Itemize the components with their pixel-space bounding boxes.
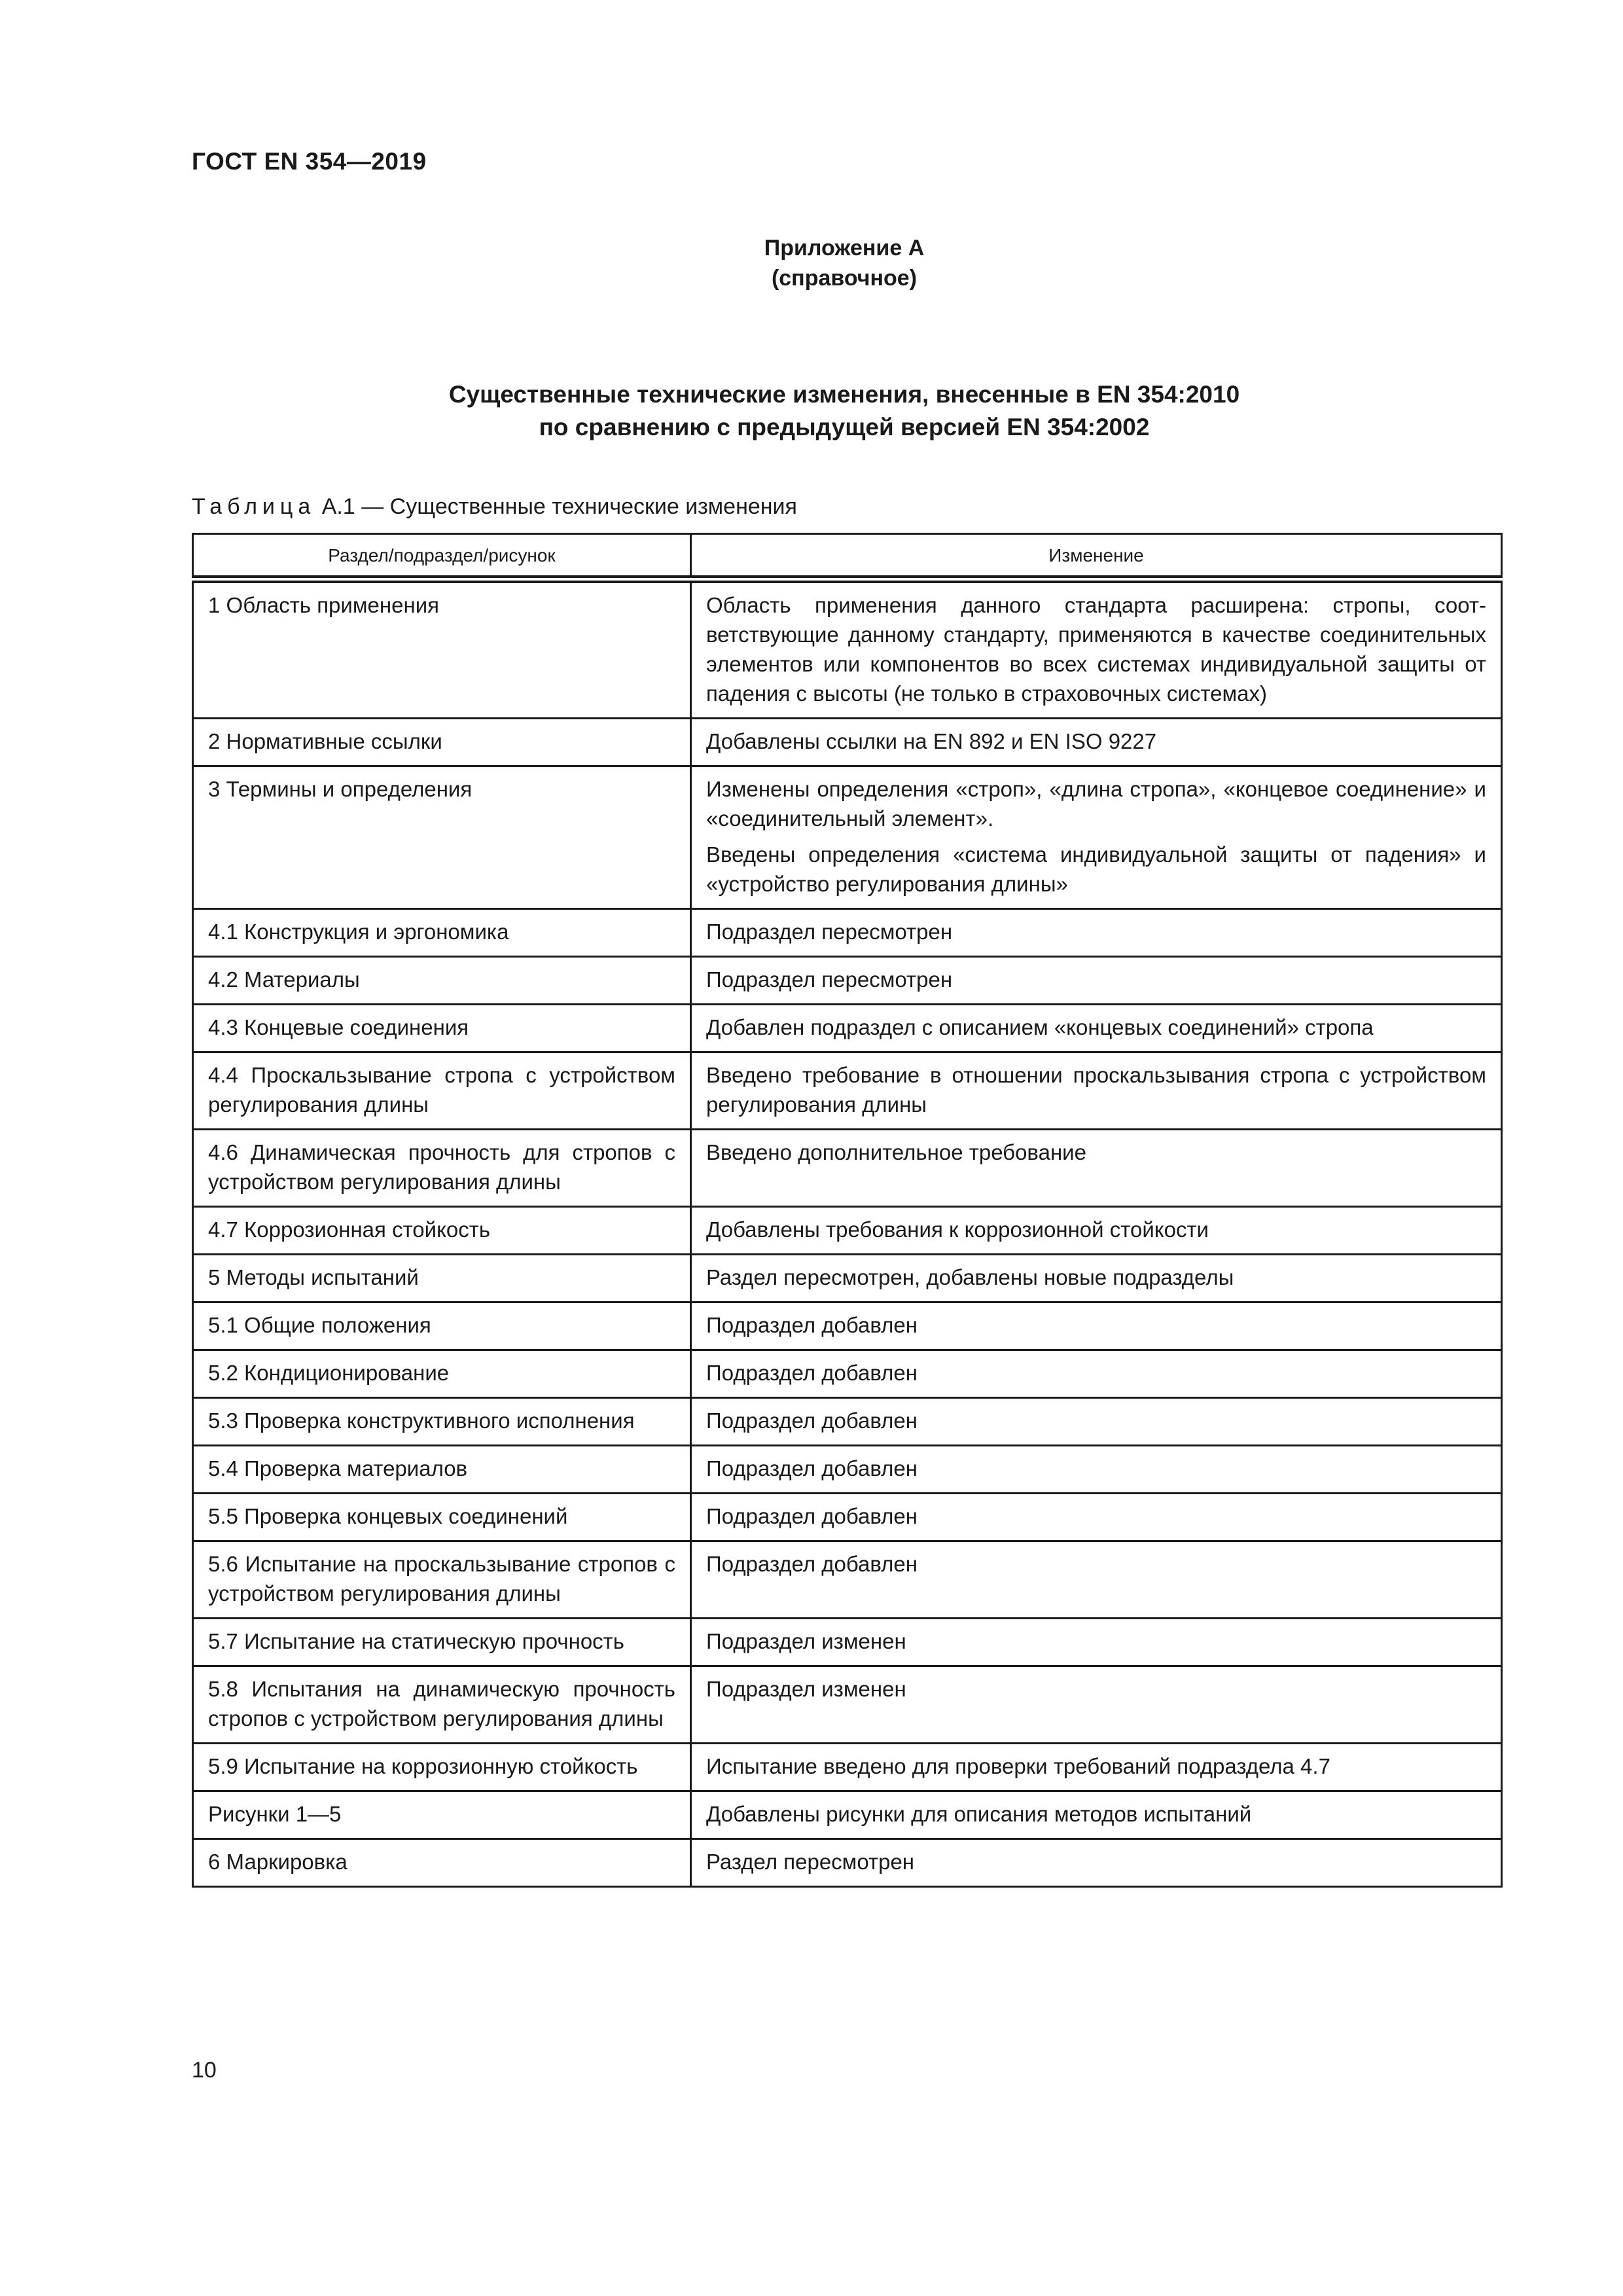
change-paragraph: Испытание введено для проверки требований подраздела 4.7 xyxy=(706,1754,1330,1778)
change-paragraph: Подраздел добавлен xyxy=(706,1504,918,1528)
change-cell xyxy=(691,1005,1502,1052)
table-row xyxy=(193,1302,1502,1350)
table-row xyxy=(193,1791,1502,1839)
section-cell: 1 Область применения xyxy=(193,579,691,719)
table-body xyxy=(193,579,1502,1887)
section-cell: 3 Термины и определения xyxy=(193,766,691,909)
section-cell: 4.4 Проскальзывание стропа с устройством регулирования длины xyxy=(193,1052,691,1130)
change-paragraph: Введено дополнительное требование xyxy=(706,1140,1086,1164)
change-cell xyxy=(691,1494,1502,1541)
table-row xyxy=(193,909,1502,957)
change-cell xyxy=(691,1398,1502,1446)
change-paragraph: Раздел пересмотрен xyxy=(706,1850,915,1874)
document-title-line-2: по сравнению с предыдущей версией EN 354:2002 xyxy=(539,414,1150,440)
section-cell: 4.6 Динамическая прочность для стропов с устройством регулирования длины xyxy=(193,1130,691,1207)
page-number: 10 xyxy=(192,2058,217,2083)
change-paragraph: Раздел пересмотрен, добавлены новые подразделы xyxy=(706,1265,1234,1289)
table-caption xyxy=(192,493,797,520)
change-paragraph: Добавлены рисунки для описания методов испытаний xyxy=(706,1802,1252,1826)
table-row xyxy=(193,1005,1502,1052)
table-header-row xyxy=(193,534,1502,580)
document-code: ГОСТ EN 354—2019 xyxy=(192,148,427,175)
section-cell: 4.7 Коррозионная стойкость xyxy=(193,1207,691,1255)
change-paragraph: Подраздел изменен xyxy=(706,1677,906,1701)
table-row xyxy=(193,1541,1502,1619)
section-cell: 5.5 Проверка концевых соединений xyxy=(193,1494,691,1541)
change-cell xyxy=(691,719,1502,766)
change-paragraph: Изменены определения «строп», «длина стропа», «концевое соединение» и «соединительный элемент». xyxy=(706,777,1486,831)
table-row xyxy=(193,1207,1502,1255)
change-cell xyxy=(691,1052,1502,1130)
table-row xyxy=(193,1398,1502,1446)
table-row xyxy=(193,1494,1502,1541)
change-cell xyxy=(691,1350,1502,1398)
section-cell: 5.3 Проверка конструктивного исполнения xyxy=(193,1398,691,1446)
table-row xyxy=(193,719,1502,766)
change-paragraph: Подраздел добавлен xyxy=(706,1552,918,1576)
change-cell xyxy=(691,1839,1502,1887)
table-row xyxy=(193,957,1502,1005)
change-cell xyxy=(691,1666,1502,1744)
table-row xyxy=(193,1666,1502,1744)
change-cell xyxy=(691,957,1502,1005)
section-cell: 6 Маркировка xyxy=(193,1839,691,1887)
section-cell: 5.4 Проверка материалов xyxy=(193,1446,691,1494)
section-cell: 5.8 Испытания на динамическую прочность стропов с устройством регулирования длины xyxy=(193,1666,691,1744)
change-cell xyxy=(691,909,1502,957)
document-title xyxy=(0,378,1623,444)
change-cell xyxy=(691,1446,1502,1494)
table-caption-text: А.1 — Существенные технические изменения xyxy=(315,494,797,519)
table-row xyxy=(193,1744,1502,1791)
change-cell xyxy=(691,1744,1502,1791)
change-paragraph: Подраздел добавлен xyxy=(706,1313,918,1337)
change-cell xyxy=(691,1302,1502,1350)
section-cell: 5.6 Испытание на проскальзывание стропов с устройством регулирования длины xyxy=(193,1541,691,1619)
change-paragraph: Подраздел пересмотрен xyxy=(706,920,953,944)
column-header-section: Раздел/подраздел/рисунок xyxy=(193,534,691,580)
change-paragraph: Подраздел изменен xyxy=(706,1629,906,1653)
section-cell: 5.7 Испытание на статическую прочность xyxy=(193,1619,691,1666)
change-cell xyxy=(691,766,1502,909)
table-row xyxy=(193,1619,1502,1666)
column-header-change: Изменение xyxy=(691,534,1502,580)
change-paragraph: Добавлен подраздел с описанием «концевых соединений» стропа xyxy=(706,1015,1374,1039)
change-cell xyxy=(691,1130,1502,1207)
table-row xyxy=(193,579,1502,719)
change-paragraph: Подраздел пересмотрен xyxy=(706,967,953,992)
section-cell: 5.2 Кондиционирование xyxy=(193,1350,691,1398)
table-row xyxy=(193,1130,1502,1207)
change-paragraph: Подраздел добавлен xyxy=(706,1456,918,1480)
table-row xyxy=(193,766,1502,909)
table-row xyxy=(193,1839,1502,1887)
change-paragraph: Введено требование в отношении проскальзывания стропа с устройством регулирования длины xyxy=(706,1063,1486,1117)
section-cell: Рисунки 1—5 xyxy=(193,1791,691,1839)
change-paragraph: Добавлены ссылки на EN 892 и EN ISO 9227 xyxy=(706,729,1157,753)
section-cell: 4.2 Материалы xyxy=(193,957,691,1005)
document-title-line-1: Существенные технические изменения, внесенные в EN 354:2010 xyxy=(448,381,1240,408)
change-cell xyxy=(691,1541,1502,1619)
table-row xyxy=(193,1446,1502,1494)
change-cell xyxy=(691,1255,1502,1302)
change-cell xyxy=(691,1207,1502,1255)
table-row xyxy=(193,1052,1502,1130)
table-row xyxy=(193,1350,1502,1398)
appendix-heading xyxy=(0,233,1623,293)
change-paragraph: Добавлены требования к коррозионной стойкости xyxy=(706,1217,1209,1242)
change-cell xyxy=(691,1619,1502,1666)
table-caption-prefix: Таблица xyxy=(192,494,316,519)
section-cell: 4.1 Конструкция и эргономика xyxy=(193,909,691,957)
change-paragraph: Область применения данного стандарта расширена: стропы, соответствующие данному стандарту, применяются в качестве соединительных элементов или компонентов во всех системах индивидуальной защиты от падения с высоты (не только в страховочных системах) xyxy=(706,593,1486,706)
appendix-title: Приложение А xyxy=(764,236,925,260)
section-cell: 5 Методы испытаний xyxy=(193,1255,691,1302)
table-row xyxy=(193,1255,1502,1302)
change-paragraph: Подраздел добавлен xyxy=(706,1361,918,1385)
section-cell: 2 Нормативные ссылки xyxy=(193,719,691,766)
section-cell: 5.1 Общие положения xyxy=(193,1302,691,1350)
change-cell xyxy=(691,579,1502,719)
change-paragraph: Введены определения «система индивидуальной защиты от падения» и «устройство регулирования длины» xyxy=(706,842,1486,896)
changes-table xyxy=(192,533,1503,1888)
section-cell: 4.3 Концевые соединения xyxy=(193,1005,691,1052)
section-cell: 5.9 Испытание на коррозионную стойкость xyxy=(193,1744,691,1791)
change-paragraph: Подраздел добавлен xyxy=(706,1408,918,1433)
change-cell xyxy=(691,1791,1502,1839)
appendix-kind: (справочное) xyxy=(771,266,918,291)
